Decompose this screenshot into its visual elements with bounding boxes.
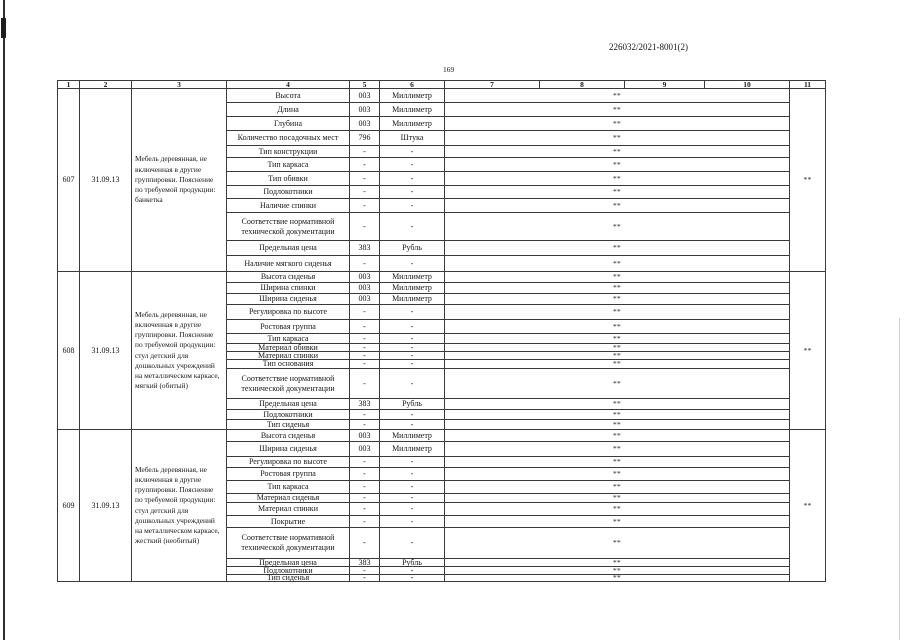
position-number: 608 (57, 272, 80, 430)
unit-name: Рубль (380, 559, 445, 567)
description-line: включенная в другие (135, 474, 202, 484)
characteristic-value: ** (445, 442, 790, 457)
header-cell-col-2: 2 (80, 80, 132, 89)
characteristic-name: Наличие мягкого сиденья (227, 256, 350, 272)
unit-name: - (380, 334, 445, 344)
unit-name: - (380, 457, 445, 468)
unit-code: 003 (350, 272, 380, 283)
characteristic-value: ** (445, 103, 790, 117)
characteristic-name: Предельная цена (227, 399, 350, 410)
unit-name: - (380, 468, 445, 481)
unit-name: Миллиметр (380, 272, 445, 283)
classification-code: 31.09.13 (80, 272, 132, 430)
unit-name: Миллиметр (380, 294, 445, 305)
unit-name: - (380, 199, 445, 213)
page-number: 169 (443, 65, 455, 74)
characteristic-name: Ширина сиденья (227, 294, 350, 305)
unit-code: 003 (350, 117, 380, 131)
characteristic-name: Материал сиденья (227, 494, 350, 503)
header-cell-col-9: 9 (625, 80, 705, 89)
characteristic-name: Наличие спинки (227, 199, 350, 213)
characteristic-value: ** (445, 567, 790, 575)
unit-code: 383 (350, 241, 380, 256)
description-line: по требуемой продукции: (135, 185, 216, 195)
header-cell-col-3: 3 (132, 80, 227, 89)
characteristic-value: ** (445, 89, 790, 103)
description-line: стул детский для (135, 505, 189, 515)
unit-code: - (350, 457, 380, 468)
characteristic-name: Тип каркаса (227, 158, 350, 172)
characteristic-value: ** (445, 334, 790, 344)
header-cell-col-6: 6 (380, 80, 445, 89)
unit-code: 003 (350, 103, 380, 117)
unit-name: Штука (380, 131, 445, 146)
characteristic-value: ** (445, 283, 790, 294)
column-11-value: ** (790, 89, 826, 272)
header-cell-col-5: 5 (350, 80, 380, 89)
unit-name: Миллиметр (380, 117, 445, 131)
description-line: по требуемой продукции: (135, 495, 216, 505)
unit-name: - (380, 575, 445, 582)
unit-name: - (380, 360, 445, 369)
product-description (132, 89, 227, 272)
unit-name: - (380, 420, 445, 430)
unit-code: - (350, 158, 380, 172)
unit-code: 003 (350, 89, 380, 103)
unit-code: 796 (350, 131, 380, 146)
description-line: Мебель деревянная, не (135, 154, 207, 164)
description-line: группировки. Пояснение (135, 330, 214, 340)
unit-code: 003 (350, 442, 380, 457)
unit-name: - (380, 567, 445, 575)
position-number: 609 (57, 430, 80, 582)
characteristic-value: ** (445, 528, 790, 559)
unit-code: - (350, 516, 380, 528)
unit-code: 003 (350, 294, 380, 305)
characteristic-name: Соответствие нормативной технической документации (227, 369, 350, 399)
unit-name: - (380, 494, 445, 503)
unit-code: - (350, 481, 380, 494)
header-cell-col-4: 4 (227, 80, 350, 89)
unit-code: - (350, 528, 380, 559)
characteristic-name: Регулировка по высоте (227, 305, 350, 320)
characteristic-value: ** (445, 481, 790, 494)
header-cell-col-11: 11 (790, 80, 826, 89)
description-line: на металлическом каркасе, (135, 370, 220, 380)
characteristic-value: ** (445, 241, 790, 256)
characteristic-value: ** (445, 256, 790, 272)
characteristic-name: Тип основания (227, 360, 350, 369)
characteristic-value: ** (445, 131, 790, 146)
characteristic-name: Подлокотники (227, 567, 350, 575)
product-description (132, 430, 227, 582)
unit-code: 003 (350, 283, 380, 294)
characteristic-name: Материал спинки (227, 503, 350, 516)
unit-code: - (350, 420, 380, 430)
characteristic-name: Соответствие нормативной технической документации (227, 528, 350, 559)
characteristic-value: ** (445, 420, 790, 430)
characteristic-value: ** (445, 468, 790, 481)
unit-name: - (380, 516, 445, 528)
unit-code: - (350, 256, 380, 272)
characteristic-name: Ростовая группа (227, 468, 350, 481)
description-line: жесткий (необитый) (135, 536, 200, 546)
characteristic-value: ** (445, 213, 790, 241)
column-11-value: ** (790, 430, 826, 582)
unit-code: - (350, 468, 380, 481)
characteristic-name: Регулировка по высоте (227, 457, 350, 468)
unit-name: Рубль (380, 399, 445, 410)
characteristic-name: Количество посадочных мест (227, 131, 350, 146)
characteristic-value: ** (445, 199, 790, 213)
characteristic-value: ** (445, 399, 790, 410)
column-11-value: ** (790, 272, 826, 430)
characteristic-name: Материал спинки (227, 352, 350, 360)
unit-code: - (350, 344, 380, 352)
characteristic-value: ** (445, 294, 790, 305)
characteristic-name: Длина (227, 103, 350, 117)
unit-code: - (350, 369, 380, 399)
characteristic-name: Подлокотники (227, 410, 350, 420)
description-line: на металлическом каркасе, (135, 525, 220, 535)
unit-name: Рубль (380, 241, 445, 256)
characteristic-name: Высота (227, 89, 350, 103)
unit-code: - (350, 305, 380, 320)
characteristic-value: ** (445, 457, 790, 468)
unit-code: 383 (350, 399, 380, 410)
characteristic-name: Тип конструкции (227, 146, 350, 158)
unit-name: - (380, 186, 445, 199)
characteristic-value: ** (445, 272, 790, 283)
characteristic-value: ** (445, 172, 790, 186)
product-description (132, 272, 227, 430)
characteristic-value: ** (445, 516, 790, 528)
unit-code: - (350, 410, 380, 420)
characteristic-name: Тип каркаса (227, 334, 350, 344)
description-line: по требуемой продукции: (135, 340, 216, 350)
characteristic-name: Покрытие (227, 516, 350, 528)
unit-name: - (380, 213, 445, 241)
characteristic-name: Высота сиденья (227, 272, 350, 283)
characteristic-value: ** (445, 410, 790, 420)
unit-name: - (380, 481, 445, 494)
characteristic-name: Предельная цена (227, 559, 350, 567)
unit-name: - (380, 320, 445, 334)
unit-code: 383 (350, 559, 380, 567)
characteristic-value: ** (445, 146, 790, 158)
header-cell-col-1: 1 (57, 80, 80, 89)
unit-code: 003 (350, 430, 380, 442)
description-line: мягкий (обитый) (135, 381, 188, 391)
description-line: дошкольных учреждений (135, 360, 215, 370)
characteristic-name: Высота сиденья (227, 430, 350, 442)
characteristic-name: Тип сиденья (227, 575, 350, 582)
unit-name: - (380, 528, 445, 559)
document-number: 226032/2021-8001(2) (609, 42, 688, 52)
unit-code: - (350, 334, 380, 344)
header-cell-col-10: 10 (705, 80, 790, 89)
unit-name: - (380, 410, 445, 420)
unit-name: Миллиметр (380, 430, 445, 442)
characteristic-name: Тип сиденья (227, 420, 350, 430)
characteristic-name: Ширина сиденья (227, 442, 350, 457)
unit-code: - (350, 199, 380, 213)
classification-code: 31.09.13 (80, 89, 132, 272)
characteristic-value: ** (445, 186, 790, 199)
characteristic-name: Соответствие нормативной технической документации (227, 213, 350, 241)
unit-name: Миллиметр (380, 283, 445, 294)
unit-name: - (380, 344, 445, 352)
unit-name: - (380, 172, 445, 186)
description-line: дошкольных учреждений (135, 515, 215, 525)
unit-code: - (350, 503, 380, 516)
characteristic-value: ** (445, 360, 790, 369)
characteristic-value: ** (445, 503, 790, 516)
characteristic-name: Материал обивки (227, 344, 350, 352)
description-line: Мебель деревянная, не (135, 309, 207, 319)
unit-name: - (380, 352, 445, 360)
unit-name: - (380, 305, 445, 320)
characteristic-value: ** (445, 320, 790, 334)
unit-code: - (350, 172, 380, 186)
characteristic-value: ** (445, 305, 790, 320)
unit-code: - (350, 213, 380, 241)
characteristic-value: ** (445, 494, 790, 503)
characteristic-name: Тип каркаса (227, 481, 350, 494)
header-cell-col-7: 7 (445, 80, 540, 89)
position-number: 607 (57, 89, 80, 272)
characteristic-value: ** (445, 352, 790, 360)
characteristic-name: Ширина спинки (227, 283, 350, 294)
unit-code: - (350, 146, 380, 158)
description-line: банкетка (135, 195, 163, 205)
unit-code: - (350, 360, 380, 369)
unit-name: - (380, 158, 445, 172)
unit-name: - (380, 256, 445, 272)
header-cell-col-8: 8 (540, 80, 625, 89)
characteristic-value: ** (445, 575, 790, 582)
characteristic-value: ** (445, 559, 790, 567)
characteristic-value: ** (445, 158, 790, 172)
characteristic-name: Подлокотники (227, 186, 350, 199)
characteristic-value: ** (445, 430, 790, 442)
characteristic-value: ** (445, 344, 790, 352)
unit-name: Миллиметр (380, 442, 445, 457)
unit-code: - (350, 352, 380, 360)
unit-code: - (350, 320, 380, 334)
description-line: Мебель деревянная, не (135, 464, 207, 474)
classification-code: 31.09.13 (80, 430, 132, 582)
description-line: группировки. Пояснение (135, 485, 214, 495)
characteristic-value: ** (445, 117, 790, 131)
unit-code: - (350, 186, 380, 199)
description-line: стул детский для (135, 350, 189, 360)
characteristic-name: Ростовая группа (227, 320, 350, 334)
characteristic-value: ** (445, 369, 790, 399)
characteristic-name: Глубина (227, 117, 350, 131)
description-line: группировки. Пояснение (135, 174, 214, 184)
unit-name: - (380, 503, 445, 516)
description-line: включенная в другие (135, 319, 202, 329)
unit-code: - (350, 575, 380, 582)
description-line: включенная в другие (135, 164, 202, 174)
unit-name: Миллиметр (380, 89, 445, 103)
unit-name: - (380, 369, 445, 399)
unit-code: - (350, 567, 380, 575)
unit-name: - (380, 146, 445, 158)
characteristic-name: Предельная цена (227, 241, 350, 256)
characteristic-name: Тип обивки (227, 172, 350, 186)
unit-code: - (350, 494, 380, 503)
unit-name: Миллиметр (380, 103, 445, 117)
